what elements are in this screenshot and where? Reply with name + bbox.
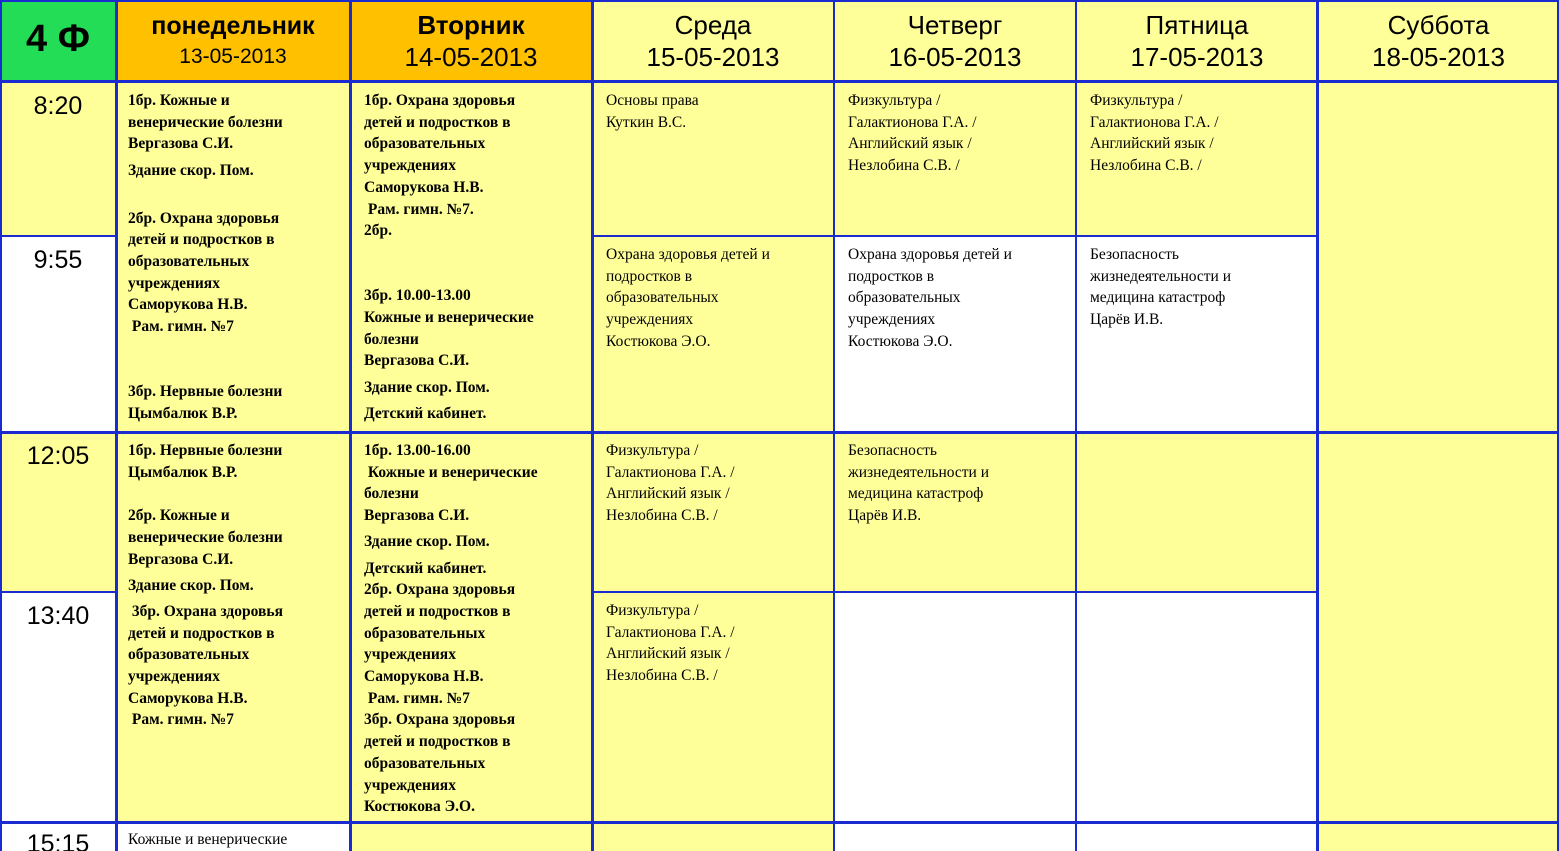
- lesson-text: [834, 82, 1076, 177]
- lesson-line: Цымбалюк В.Р.: [128, 463, 238, 481]
- lesson-line: медицина катастроф: [848, 485, 984, 503]
- lesson-line: образовательных: [128, 252, 250, 270]
- day-date: 15-05-2013: [646, 42, 780, 72]
- lesson-line: 2бр.: [364, 222, 392, 240]
- lesson-cell: [592, 236, 834, 432]
- lesson-line: Безопасность: [848, 442, 937, 459]
- lesson-text: [350, 82, 592, 425]
- lesson-line: Незлобина С.В. /: [606, 667, 718, 685]
- lesson-cell: [1318, 822, 1559, 851]
- lesson-text: [592, 592, 834, 687]
- lesson-cell: [592, 82, 834, 236]
- lesson-line: Безопасность: [1090, 246, 1179, 263]
- lesson-line: Галактионова Г.А. /: [848, 113, 977, 131]
- lesson-line: Здание скор. Пом.: [128, 161, 254, 179]
- lesson-line: Рам. гимн. №7: [364, 689, 470, 707]
- lesson-line: Английский язык /: [606, 485, 730, 503]
- lesson-line: болезни: [364, 485, 419, 503]
- day-name: Среда: [674, 10, 752, 40]
- group-title: 4 Ф: [25, 18, 91, 60]
- lesson-line: [128, 483, 350, 505]
- lesson-line: венерические болезни: [128, 528, 283, 546]
- lesson-cell: [592, 432, 834, 592]
- lesson-cell: [116, 82, 350, 432]
- day-date: 13-05-2013: [179, 45, 287, 68]
- lesson-cell: [1076, 82, 1318, 236]
- lesson-text: [116, 822, 350, 851]
- lesson-line: учреждениях: [364, 776, 456, 794]
- lesson-line: 2бр. Охрана здоровья: [364, 581, 516, 599]
- lesson-line: Английский язык /: [606, 645, 730, 663]
- lesson-cell: [116, 822, 350, 851]
- lesson-cell: [1318, 432, 1559, 822]
- lesson-line: детей и подростков в: [128, 231, 275, 249]
- lesson-line: 1бр. Нервные болезни: [128, 442, 283, 459]
- lesson-line: детей и подростков в: [364, 602, 511, 620]
- lesson-line: образовательных: [364, 624, 486, 642]
- grid-line: [115, 0, 118, 851]
- lesson-line: Физкультура /: [848, 92, 941, 109]
- day-name: Вторник: [417, 10, 525, 40]
- grid-line: [591, 0, 594, 851]
- grid-line: [833, 0, 835, 851]
- lesson-line: Вергазова С.И.: [128, 550, 234, 568]
- lesson-text: [1076, 236, 1318, 331]
- lesson-line: Кожные и венерические: [364, 463, 538, 481]
- lesson-line: 1бр. Кожные и: [128, 92, 230, 109]
- lesson-line: образовательных: [128, 646, 250, 664]
- lesson-line: Цымбалюк В.Р.: [128, 404, 238, 422]
- lesson-line: Саморукова Н.В.: [128, 296, 248, 314]
- lesson-line: Кожные и венерические: [364, 309, 534, 327]
- lesson-line: 3бр. Нервные болезни: [128, 383, 283, 401]
- lesson-line: Царёв И.В.: [1090, 311, 1164, 329]
- lesson-text: [834, 236, 1076, 353]
- day-header-thursday: [834, 0, 1076, 82]
- lesson-cell: [350, 82, 592, 432]
- day-date: 14-05-2013: [404, 42, 538, 72]
- grid-line: [0, 80, 1559, 83]
- day-name: понедельник: [151, 12, 315, 40]
- lesson-line: венерические болезни: [128, 113, 283, 131]
- lesson-line: болезни: [364, 330, 419, 348]
- lesson-cell: [350, 822, 592, 851]
- lesson-line: образовательных: [364, 135, 486, 153]
- lesson-line: жизнедеятельности и: [1090, 267, 1231, 285]
- grid-line: [0, 591, 117, 593]
- lesson-line: Детский кабинет.: [364, 404, 487, 422]
- lesson-line: Вергазова С.И.: [364, 352, 470, 370]
- lesson-cell: [350, 432, 592, 822]
- lesson-text: [592, 432, 834, 527]
- grid-line: [0, 821, 1559, 824]
- lesson-line: [364, 264, 592, 286]
- lesson-cell: [834, 592, 1076, 822]
- grid-line: [1316, 0, 1319, 851]
- lesson-line: Галактионова Г.А. /: [1090, 113, 1219, 131]
- lesson-line: Рам. гимн. №7: [128, 318, 234, 336]
- lesson-line: Здание скор. Пом.: [128, 576, 254, 594]
- lesson-cell: [1076, 236, 1318, 432]
- lesson-line: учреждениях: [364, 646, 456, 664]
- lesson-line: Костюкова Э.О.: [606, 332, 711, 350]
- lesson-line: Здание скор. Пом.: [364, 533, 490, 551]
- grid-line: [0, 0, 2, 851]
- lesson-text: [350, 432, 592, 818]
- lesson-line: Кожные и венерические: [128, 831, 288, 848]
- lesson-line: учреждениях: [606, 311, 694, 329]
- lesson-line: Незлобина С.В. /: [606, 507, 718, 525]
- lesson-line: учреждениях: [128, 668, 220, 686]
- lesson-cell: [834, 432, 1076, 592]
- lesson-cell: [834, 822, 1076, 851]
- grid-line: [592, 591, 1318, 593]
- lesson-line: 1бр. Охрана здоровья: [364, 92, 516, 109]
- lesson-line: образовательных: [606, 289, 719, 307]
- lesson-line: подростков в: [606, 267, 693, 285]
- day-name: Суббота: [1387, 10, 1490, 40]
- grid-line: [0, 0, 1559, 2]
- lesson-line: Физкультура /: [606, 442, 699, 459]
- group-cell: [0, 0, 116, 82]
- lesson-cell: [1076, 592, 1318, 822]
- grid-line: [0, 431, 1559, 434]
- lesson-line: детей и подростков в: [128, 624, 275, 642]
- day-header-saturday: [1318, 0, 1559, 82]
- lesson-line: 3бр. Охрана здоровья: [364, 711, 516, 729]
- lesson-line: Саморукова Н.В.: [364, 668, 484, 686]
- lesson-cell: [1076, 822, 1318, 851]
- grid-line: [0, 235, 117, 237]
- lesson-line: образовательных: [364, 754, 486, 772]
- lesson-line: [128, 359, 350, 381]
- lesson-cell: [1076, 432, 1318, 592]
- lesson-line: Костюкова Э.О.: [848, 332, 953, 350]
- lesson-line: учреждениях: [128, 274, 220, 292]
- lesson-line: Английский язык /: [1090, 135, 1214, 153]
- lesson-line: подростков в: [848, 267, 935, 285]
- lesson-line: Галактионова Г.А. /: [606, 623, 735, 641]
- lesson-line: Вергазова С.И.: [364, 507, 470, 525]
- lesson-line: детей и подростков в: [364, 113, 511, 131]
- lesson-line: Охрана здоровья детей и: [848, 246, 1012, 263]
- lesson-line: учреждениях: [364, 157, 456, 175]
- lesson-line: 3бр. Охрана здоровья: [128, 602, 283, 620]
- lesson-line: Физкультура /: [606, 602, 699, 619]
- day-header-monday: [116, 0, 350, 82]
- lesson-text: [834, 432, 1076, 527]
- lesson-line: Физкультура /: [1090, 92, 1183, 109]
- time-slot: 12:05: [0, 432, 116, 592]
- lesson-line: [128, 338, 350, 360]
- lesson-line: Вергазова С.И.: [128, 135, 234, 153]
- lesson-line: Незлобина С.В. /: [848, 157, 960, 175]
- lesson-line: [364, 242, 592, 264]
- time-slot: 8:20: [0, 82, 116, 236]
- day-header-friday: [1076, 0, 1318, 82]
- lesson-line: Основы права: [606, 92, 699, 109]
- lesson-text: [592, 236, 834, 353]
- lesson-cell: [1318, 82, 1559, 432]
- lesson-line: Галактионова Г.А. /: [606, 463, 735, 481]
- lesson-text: [592, 82, 834, 133]
- lesson-line: Рам. гимн. №7: [128, 711, 234, 729]
- lesson-cell: [592, 592, 834, 822]
- day-date: 18-05-2013: [1372, 42, 1505, 72]
- day-name: Пятница: [1145, 10, 1249, 40]
- time-slot: 13:40: [0, 592, 116, 822]
- grid-line: [1075, 0, 1077, 851]
- lesson-line: Охрана здоровья детей и: [606, 246, 770, 263]
- lesson-line: Саморукова Н.В.: [364, 178, 484, 196]
- lesson-line: Костюкова Э.О.: [364, 798, 475, 816]
- lesson-line: образовательных: [848, 289, 961, 307]
- day-name: Четверг: [907, 10, 1003, 40]
- lesson-line: Детский кабинет.: [364, 559, 487, 577]
- lesson-text: [116, 82, 350, 425]
- lesson-line: 1бр. 13.00-16.00: [364, 442, 471, 459]
- lesson-cell: [592, 822, 834, 851]
- lesson-line: 2бр. Кожные и: [128, 507, 230, 525]
- lesson-line: Английский язык /: [848, 135, 972, 153]
- lesson-line: Здание скор. Пом.: [364, 378, 490, 396]
- lesson-line: Куткин В.С.: [606, 113, 687, 131]
- grid-line: [349, 0, 352, 851]
- time-slot: 9:55: [0, 236, 116, 432]
- lesson-text: [1076, 82, 1318, 177]
- lesson-line: Незлобина С.В. /: [1090, 157, 1202, 175]
- lesson-cell: [116, 432, 350, 822]
- lesson-text: [116, 432, 350, 731]
- lesson-cell: [834, 82, 1076, 236]
- lesson-line: Саморукова Н.В.: [128, 689, 248, 707]
- lesson-line: жизнедеятельности и: [848, 463, 989, 481]
- lesson-line: 2бр. Охрана здоровья: [128, 209, 280, 227]
- lesson-line: Рам. гимн. №7.: [364, 200, 474, 218]
- day-header-wednesday: [592, 0, 834, 82]
- day-date: 16-05-2013: [888, 42, 1022, 72]
- lesson-line: Царёв И.В.: [848, 507, 922, 525]
- lesson-line: 3бр. 10.00-13.00: [364, 287, 471, 305]
- lesson-cell: [834, 236, 1076, 432]
- day-header-tuesday: [350, 0, 592, 82]
- lesson-line: учреждениях: [848, 311, 936, 329]
- grid-line: [592, 235, 1318, 237]
- day-date: 17-05-2013: [1130, 42, 1264, 72]
- time-slot: 15:15: [0, 822, 116, 851]
- lesson-line: детей и подростков в: [364, 733, 511, 751]
- lesson-line: [128, 186, 350, 208]
- lesson-line: медицина катастроф: [1090, 289, 1226, 307]
